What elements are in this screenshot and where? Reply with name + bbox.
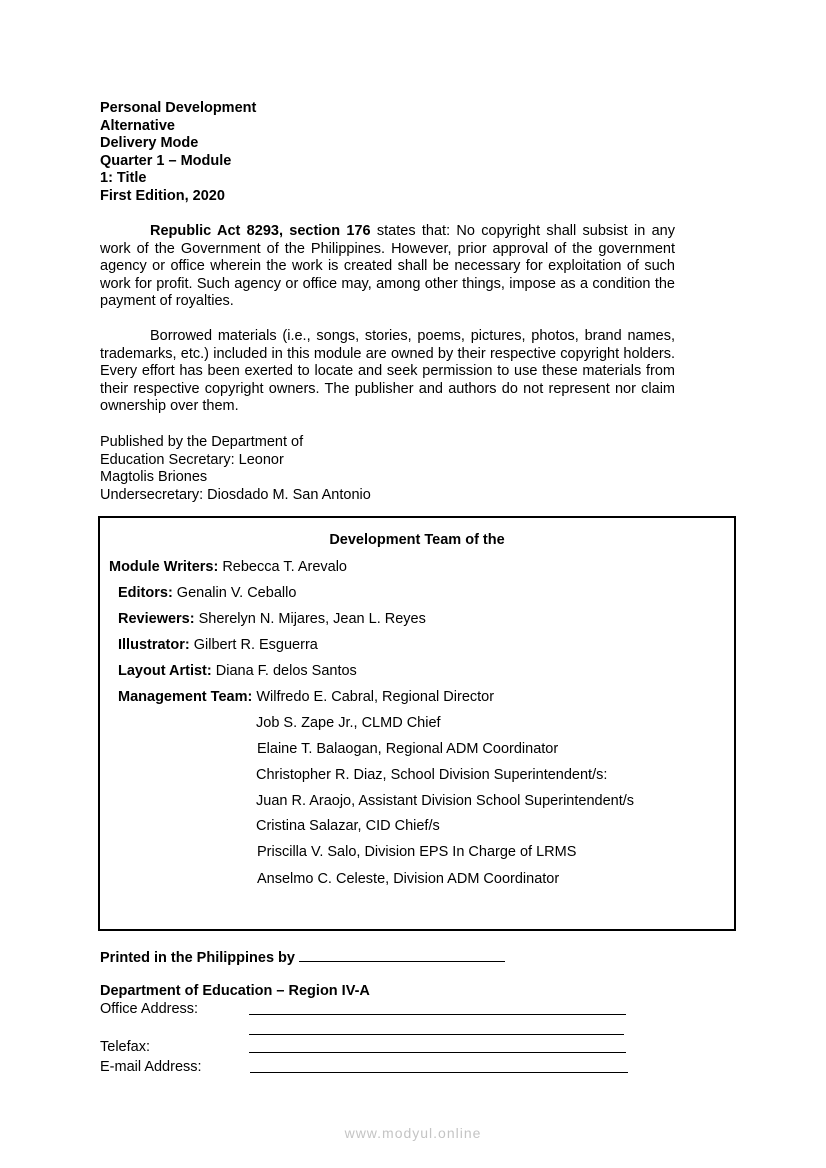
management-team-value: Wilfredo E. Cabral, Regional Director: [252, 689, 495, 705]
layout-artist-value: Diana F. delos Santos: [211, 663, 357, 679]
publisher-line: Undersecretary: Diosdado M. San Antonio: [100, 486, 371, 503]
deped-region-heading: Department of Education – Region IV-A: [100, 983, 370, 999]
printer-blank-line: [299, 947, 505, 962]
title-line: Alternative: [100, 117, 175, 134]
telefax-line: [249, 1052, 626, 1053]
edition-line: First Edition, 2020: [100, 187, 225, 204]
title-line: Personal Development: [100, 100, 257, 116]
publisher-line: Education Secretary: Leonor: [100, 451, 284, 468]
republic-act-reference: Republic Act 8293, section 176: [150, 223, 371, 239]
office-address-label: Office Address:: [100, 1001, 199, 1017]
illustrator-value: Gilbert R. Esguerra: [189, 637, 318, 653]
management-team-line: [118, 688, 494, 706]
management-member: Job S. Zape Jr., CLMD Chief: [256, 715, 441, 731]
management-member: Anselmo C. Celeste, Division ADM Coordinator: [257, 871, 560, 887]
editors-label: Editors:: [118, 585, 173, 601]
management-team-label: Management Team:: [118, 689, 253, 705]
editors-line: [118, 584, 296, 602]
layout-artist-label: Layout Artist:: [118, 663, 212, 679]
management-member: Priscilla V. Salo, Division EPS In Charge of LRMS: [257, 844, 577, 860]
illustrator-line: [118, 636, 318, 654]
management-member: Elaine T. Balaogan, Regional ADM Coordinator: [257, 741, 559, 757]
office-address-line-1: [249, 1014, 626, 1015]
office-address-line-2: [249, 1034, 624, 1035]
copyright-text: states that: No copyright shall subsist in any work of the Government of the Philippines. However, prior approval of the government agency or office wherein the work is created shall be necessary for exploitation of such work for profit. Such agency or office may, among other things, impose as a condition the payment of royalties.: [100, 223, 675, 310]
publisher-line: Magtolis Briones: [100, 469, 208, 486]
management-member: Juan R. Araojo, Assistant Division School Superintendent/s: [256, 793, 635, 809]
development-team-box: [98, 516, 736, 931]
title-line: Delivery Mode: [100, 135, 199, 152]
layout-artist-line: [118, 662, 357, 680]
reviewers-label: Reviewers:: [118, 611, 195, 627]
management-member: Cristina Salazar, CID Chief/s: [256, 818, 440, 834]
telefax-label: Telefax:: [100, 1039, 150, 1055]
title-line: 1: Title: [100, 170, 147, 187]
borrowed-materials-text: Borrowed materials (i.e., songs, stories, poems, pictures, photos, brand names, trademarks, etc.) included in this module are owned by their respective copyright holders. Every effort has been exerted to locate and seek permission to use these materials from their respective copyright owners. The publisher and authors do not represent nor claim ownership over them.: [100, 328, 675, 415]
email-address-label: E-mail Address:: [100, 1059, 202, 1075]
reviewers-line: [118, 610, 426, 628]
management-member: Christopher R. Diaz, School Division Superintendent/s:: [256, 767, 608, 783]
reviewers-value: Sherelyn N. Mijares, Jean L. Reyes: [194, 611, 426, 627]
module-writers-value: Rebecca T. Arevalo: [218, 559, 347, 575]
publisher-info: [100, 434, 371, 504]
illustrator-label: Illustrator:: [118, 637, 190, 653]
title-line: Quarter 1 – Module: [100, 152, 232, 169]
team-heading: Development Team of the: [329, 532, 505, 548]
module-writers-line: [109, 558, 347, 576]
copyright-paragraph: [100, 223, 675, 311]
email-address-line: [250, 1072, 628, 1073]
editors-value: Genalin V. Ceballo: [172, 585, 297, 601]
borrowed-materials-paragraph: [100, 328, 675, 416]
title-block: [100, 100, 256, 206]
module-writers-label: Module Writers:: [109, 559, 219, 575]
printed-in-label: Printed in the Philippines by: [100, 950, 295, 966]
site-watermark: www.modyul.online: [344, 1125, 482, 1141]
printed-in-line: [100, 947, 505, 966]
publisher-line: Published by the Department of: [100, 434, 304, 450]
